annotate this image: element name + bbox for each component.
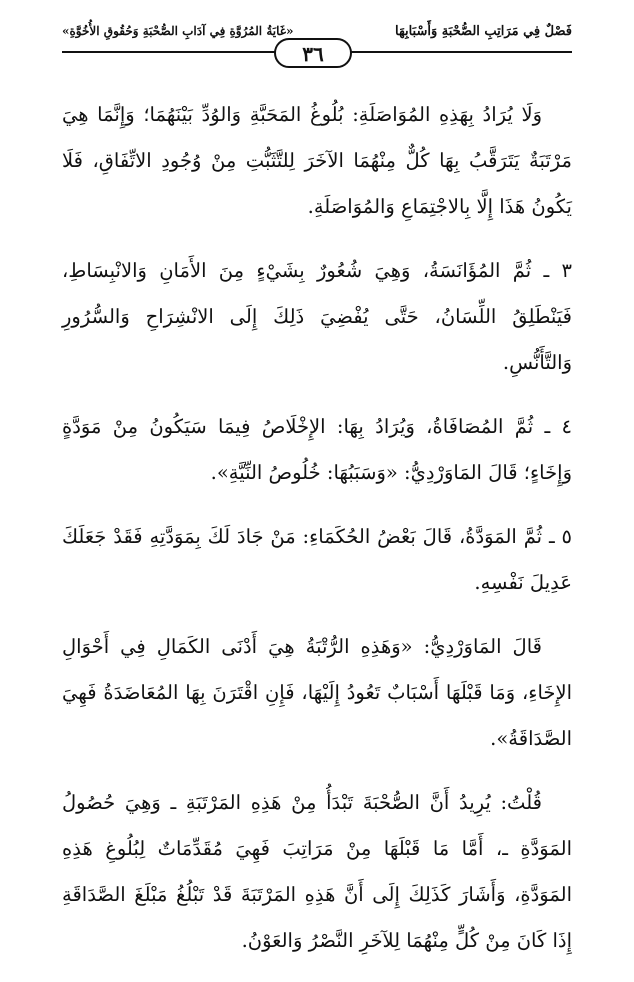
paragraph-mawardi-quote: قَالَ المَاوَرْدِيُّ: «وَهَذِهِ الرُّتْبَةُ هِيَ أَدْنَى الكَمَالِ فِي أَحْوَالِ الإِخَاءِ، وَمَا قَبْلَهَا أَسْبَابٌ تَعُودُ إِلَيْهَا، فَإِنِ اقْتَرَنَ بِهَا المُعَاضَدَةُ فَهِيَ الصَّدَاقَةُ». bbox=[62, 635, 572, 750]
list-item-4-musafat: ٤ ـ ثُمَّ المُصَافَاةُ، وَيُرَادُ بِهَا: الإِخْلَاصُ فِيمَا سَيَكُونُ مِنْ مَوَدَّةٍ وَإِخَاءٍ؛ قَالَ المَاوَرْدِيُّ: «وَسَبَبُهَا: خُلُوصُ النِّيَّةِ». bbox=[62, 415, 572, 484]
list-item-3-muanasa: ٣ ـ ثُمَّ المُؤَانَسَةُ، وَهِيَ شُعُورٌ بِشَيْءٍ مِنَ الأَمَانِ وَالانْبِسَاطِ، فَيَنْطَلِقُ اللِّسَانُ، حَتَّى يُفْضِيَ ذَلِكَ إِلَى الانْشِرَاحِ وَالسُّرُورِ وَالتَّأَنُّسِ. bbox=[62, 259, 572, 374]
book-title: «غَايَةُ المُرُوَّةِ فِي آدَابِ الصُّحْبَةِ وَحُقُوقِ الأُخُوَّةِ» bbox=[62, 24, 294, 38]
page-body bbox=[62, 92, 572, 982]
paragraph-mowasala: وَلَا يُرَادُ بِهَذِهِ المُوَاصَلَةِ: بُلُوغُ المَحَبَّةِ وَالوُدِّ بَيْنَهُمَا؛ وَإِنَّمَا هِيَ مَرْتَبَةٌ يَتَرَقَّبُ بِهَا كُلٌّ مِنْهُمَا الآخَرَ لِلتَّثَبُّتِ مِنْ وُجُودِ الاتِّفَاقِ، فَلَا يَكُونُ هَذَا إِلَّا بِالاجْتِمَاعِ وَالمُوَاصَلَةِ. bbox=[62, 103, 572, 218]
paragraph-author-comment: قُلْتُ: يُرِيدُ أَنَّ الصُّحْبَةَ تَبْدَأُ مِنْ هَذِهِ المَرْتَبَةِ ـ وَهِيَ حُصُولُ المَوَدَّةِ ـ، أَمَّا مَا قَبْلَهَا مِنْ مَرَاتِبَ فَهِيَ مُقَدِّمَاتٌ لِبُلُوغِ هَذِهِ المَوَدَّةِ، وَأَشَارَ كَذَلِكَ إِلَى أَنَّ هَذِهِ المَرْتَبَةَ قَدْ تَبْلُغُ مَبْلَغَ الصَّدَاقَةِ إِذَا كَانَ مِنْ كُلٍّ مِنْهُمَا لِلآخَرِ النَّصْرُ وَالعَوْنُ. bbox=[62, 791, 572, 952]
page-number-badge: ٣٦ bbox=[274, 38, 352, 68]
chapter-title: فَصْلٌ فِي مَرَاتِبِ الصُّحْبَةِ وَأَسْبَابِهَا bbox=[395, 24, 572, 39]
list-item-5-mawadda: ٥ ـ ثُمَّ المَوَدَّةُ، قَالَ بَعْضُ الحُكَمَاءِ: مَنْ جَادَ لَكَ بِمَوَدَّتِهِ فَقَدْ جَعَلَكَ عَدِيلَ نَفْسِهِ. bbox=[62, 525, 572, 594]
